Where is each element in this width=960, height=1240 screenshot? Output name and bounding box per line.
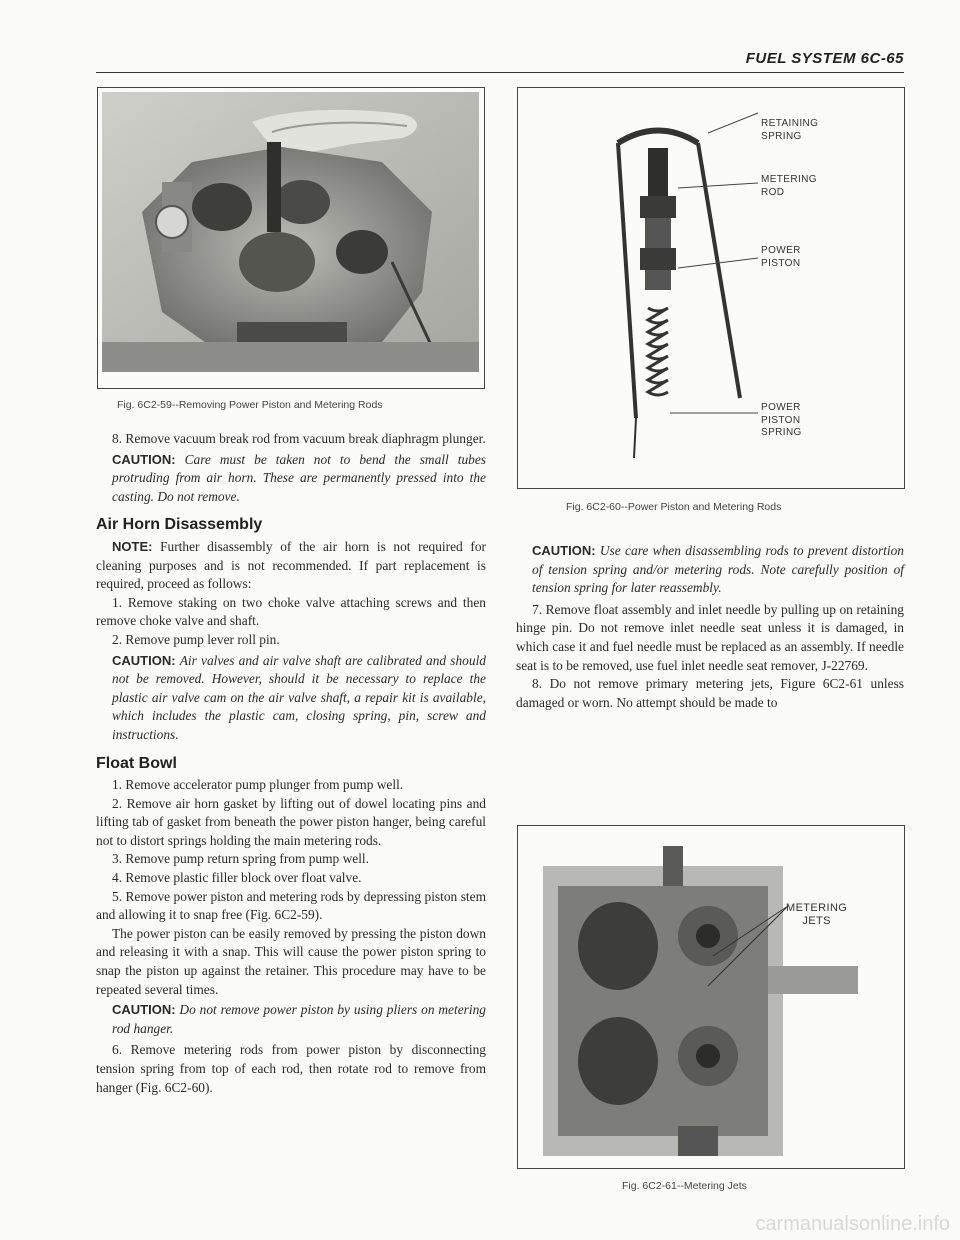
- label-line: METERING: [786, 902, 848, 914]
- airhorn-step-2: 2. Remove pump lever roll pin.: [112, 631, 280, 647]
- figure-6c2-59-caption: Fig. 6C2-59--Removing Power Piston and Metering Rods: [117, 399, 383, 411]
- label-power-piston-spring: [761, 402, 802, 440]
- label-line: RETAINING: [761, 118, 819, 129]
- left-column-text: [96, 430, 486, 1097]
- figure-6c2-60: [517, 87, 905, 489]
- label-line: SPRING: [761, 427, 802, 438]
- section-heading-float-bowl: Float Bowl: [96, 754, 177, 772]
- figure-6c2-61-caption: Fig. 6C2-61--Metering Jets: [622, 1180, 747, 1192]
- note: [96, 538, 486, 594]
- figure-6c2-60-caption: Fig. 6C2-60--Power Piston and Metering Rods: [566, 501, 782, 513]
- float-step-4: 4. Remove plastic filler block over float valve.: [112, 870, 362, 886]
- label-line: POWER: [761, 402, 801, 413]
- caution-label: CAUTION:: [532, 543, 596, 558]
- float-step-6: 6. Remove metering rods from power piston by disconnecting tension spring from top of each rod, then rotate rod to remove from hanger (Fig. 6C2-60).: [96, 1042, 486, 1095]
- label-retaining-spring: [761, 118, 818, 143]
- carburetor-photo: [102, 92, 479, 372]
- note-text: Further disassembly of the air horn is not required for cleaning purposes and is not recommended. If part replacement is required, proceed as follows:: [96, 538, 486, 592]
- float-step-1: 1. Remove accelerator pump plunger from pump well.: [112, 777, 404, 793]
- caution-text: Care must be taken not to bend the small tubes protruding from air horn. These are permanently pressed into the casting. Do not remove.: [112, 451, 486, 504]
- step-8: 8. Remove vacuum break rod from vacuum break diaphragm plunger.: [112, 431, 486, 446]
- watermark: carmanualsonline.info: [755, 1213, 950, 1235]
- section-heading-air-horn: Air Horn Disassembly: [96, 516, 263, 534]
- label-power-piston: [761, 245, 801, 270]
- caution-text: Do not remove power piston by using pliers on metering rod hanger.: [112, 1002, 486, 1036]
- label-line: SPRING: [761, 130, 802, 142]
- metering-jets-photo: [518, 826, 904, 1168]
- caution-note: [516, 542, 904, 598]
- label-line: PISTON: [761, 414, 801, 426]
- right-column-text: [516, 540, 904, 712]
- caution-note: [96, 1001, 486, 1038]
- label-metering-rod: [761, 174, 817, 199]
- carburetor-hand-photo: [102, 92, 479, 372]
- caution-label: CAUTION:: [112, 652, 176, 668]
- step-8-jets: 8. Do not remove primary metering jets, Figure 6C2-61 unless damaged or worn. No attempt should be made to: [516, 676, 904, 710]
- float-step-2: 2. Remove air horn gasket by lifting out of dowel locating pins and lifting tab of gasket from beneath the power piston hanger, being careful not to distort springs holding the main metering rods.: [96, 795, 486, 848]
- caution-note: [96, 451, 486, 507]
- caution-label: CAUTION:: [112, 1002, 176, 1018]
- caution-text: Air valves and air valve shaft are calibrated and should not be removed. However, should it be necessary to replace the plastic air valve cam on the air valve shaft, a repair kit is available, which includes the plastic cam, closing spring, pin, screw and instructions.: [112, 652, 486, 742]
- label-line: JETS: [802, 914, 831, 927]
- page-header: [96, 50, 904, 73]
- float-step-3: 3. Remove pump return spring from pump well.: [112, 851, 369, 867]
- figure-6c2-59: [97, 87, 485, 389]
- label-line: PISTON: [761, 257, 801, 269]
- float-step-5: 5. Remove power piston and metering rods by depressing piston stem and allowing it to snap free (Fig. 6C2-59).: [96, 888, 486, 923]
- power-piston-diagram: [518, 88, 904, 488]
- float-step-5-detail: The power piston can be easily removed by pressing the piston down and releasing it with a snap. This will cause the power piston spring to snap the piston up against the retainer. This procedure may have to be repeated several times.: [96, 925, 486, 997]
- caution-label: CAUTION:: [112, 451, 176, 467]
- step-7: 7. Remove float assembly and inlet needle by pulling up on retaining hinge pin. Do not remove inlet needle seat unless it is damaged, in which case it and fuel needle must be replaced as an assembly. If needle seat is to be removed, use fuel inlet needle seat remover, J-22769.: [516, 601, 904, 673]
- page-title: FUEL SYSTEM 6C-65: [745, 50, 904, 67]
- label-line: METERING: [761, 174, 817, 185]
- airhorn-step-1: 1. Remove staking on two choke valve attaching screws and then remove choke valve and shaft.: [96, 594, 486, 629]
- label-line: ROD: [761, 186, 785, 198]
- caution-note: [96, 652, 486, 745]
- label-line: POWER: [761, 245, 801, 256]
- caution-text: Use care when disassembling rods to prevent distortion of tension spring and/or metering rods. Note carefully position of tension spring for later reassembly.: [532, 543, 904, 596]
- label-metering-jets: [786, 902, 847, 927]
- figure-6c2-61: [517, 825, 905, 1169]
- note-label: NOTE:: [112, 538, 153, 554]
